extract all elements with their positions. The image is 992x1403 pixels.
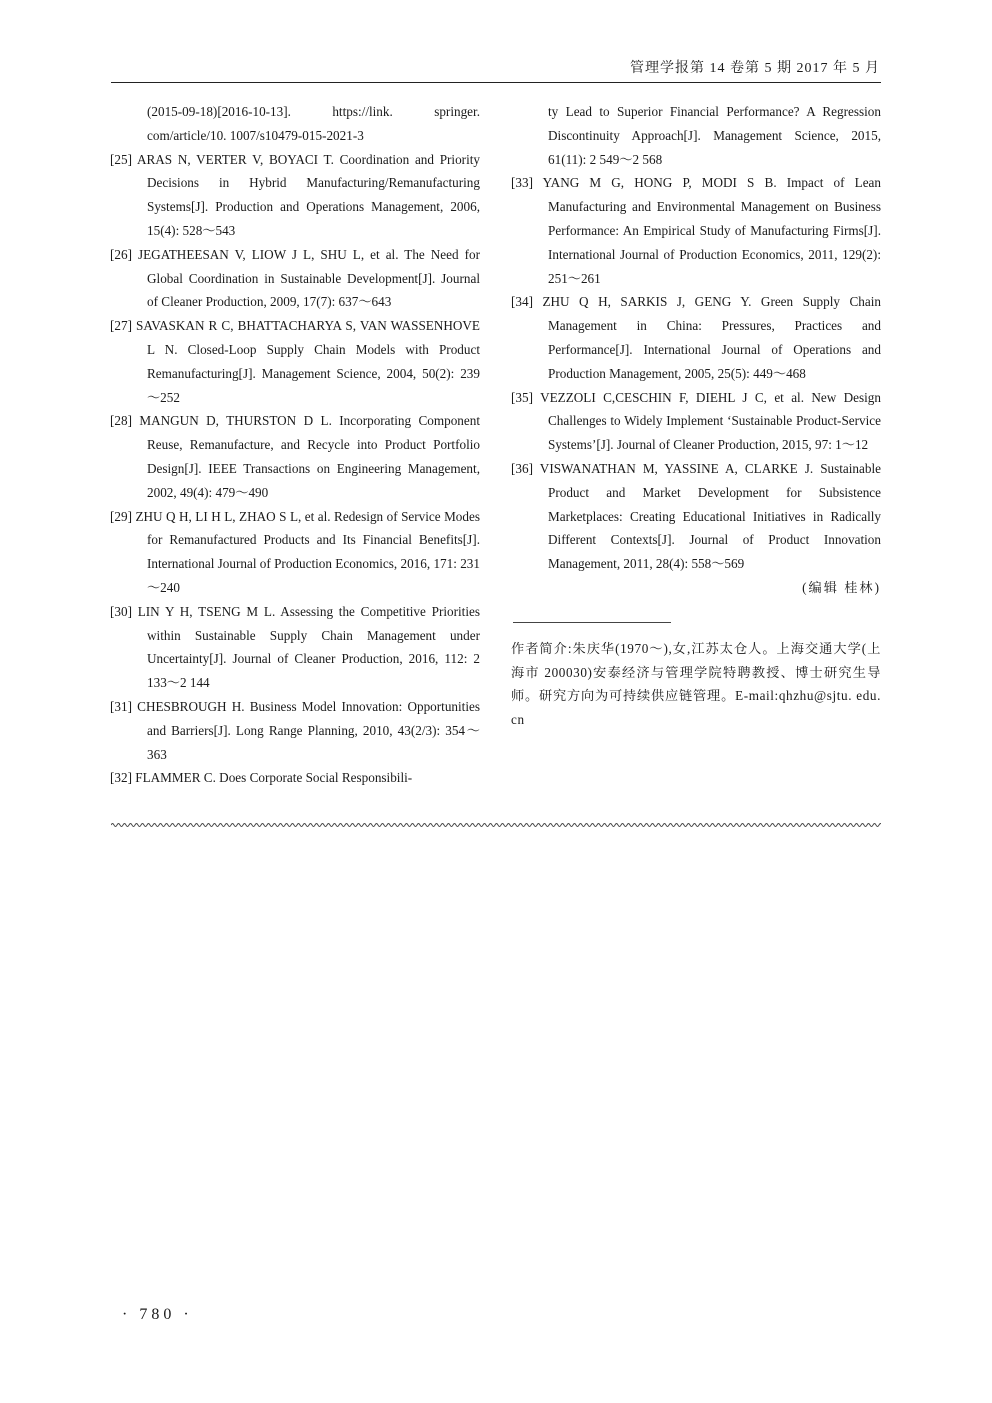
- editor-credit: (编辑 桂林): [802, 579, 881, 595]
- left-column: [110, 100, 480, 790]
- footnote-rule: [513, 622, 671, 623]
- reference-28: [28] MANGUN D, THURSTON D L. Incorporating Component Reuse, Remanufacture, and Recycle into Product Portfolio Design[J]. IEEE Transactions on Engineering Management, 2002, 49(4): 479～490: [110, 413, 480, 500]
- reference-33: [33] YANG M G, HONG P, MODI S B. Impact of Lean Manufacturing and Environmental Management on Business Performance: An Empirical Study of Manufacturing Firms[J]. International Journal of Production Economics, 2011, 129(2): 251～261: [511, 175, 881, 286]
- reference-31: [31] CHESBROUGH H. Business Model Innovation: Opportunities and Barriers[J]. Long Range Planning, 2010, 43(2/3): 354～363: [110, 698, 480, 762]
- right-column: [511, 100, 881, 732]
- page-number: · 780 ·: [122, 1306, 193, 1323]
- reference-continuation: ty Lead to Superior Financial Performance? A Regression Discontinuity Approach[J]. Management Science, 2015, 61(11): 2 549～2 568: [548, 104, 881, 167]
- reference-26: [26] JEGATHEESAN V, LIOW J L, SHU L, et al. The Need for Global Coordination in Sustainable Development[J]. Journal of Cleaner Production, 2009, 17(7): 637～643: [110, 246, 480, 310]
- reference-27: [27] SAVASKAN R C, BHATTACHARYA S, VAN WASSENHOVE L N. Closed-Loop Supply Chain Models with Product Remanufacturing[J]. Management Science, 2004, 50(2): 239～252: [110, 318, 480, 405]
- header-rule: [111, 82, 881, 83]
- reference-32: [32] FLAMMER C. Does Corporate Social Responsibili-: [110, 770, 413, 786]
- reference-35: [35] VEZZOLI C,CESCHIN F, DIEHL J C, et al. New Design Challenges to Widely Implement ‘Sustainable Product-Service Systems’[J]. Journal of Cleaner Production, 2015, 97: 1～12: [511, 389, 881, 453]
- reference-continuation: (2015-09-18)[2016-10-13]. https://link. springer. com/article/10. 1007/s10479-015-2021-3: [147, 104, 480, 143]
- author-bio: 作者简介:朱庆华(1970～),女,江苏太仓人。上海交通大学(上海市 200030)安泰经济与管理学院特聘教授、博士研究生导师。研究方向为可持续供应链管理。E-mail:qhzhu@sjtu. edu. cn: [511, 640, 881, 728]
- reference-36: [36] VISWANATHAN M, YASSINE A, CLARKE J. Sustainable Product and Market Development for Subsistence Marketplaces: Creating Educational Initiatives in Radically Different Contexts[J]. Journal of Product Innovation Management, 2011, 28(4): 558～569: [511, 460, 881, 572]
- wavy-divider: [111, 820, 881, 830]
- reference-30: [30] LIN Y H, TSENG M L. Assessing the Competitive Priorities within Sustainable Supply Chain Management under Uncertainty[J]. Journal of Cleaner Production, 2016, 112: 2 133～2 144: [110, 603, 480, 691]
- reference-34: [34] ZHU Q H, SARKIS J, GENG Y. Green Supply Chain Management in China: Pressures, Practices and Performance[J]. International Journal of Operations and Production Management, 2005, 25(5): 449～468: [511, 294, 881, 381]
- reference-25: [25] ARAS N, VERTER V, BOYACI T. Coordination and Priority Decisions in Hybrid Manufacturing/Remanufacturing Systems[J]. Production and Operations Management, 2006, 15(4): 528～543: [110, 151, 480, 238]
- reference-29: [29] ZHU Q H, LI H L, ZHAO S L, et al. Redesign of Service Modes for Remanufactured Products and Its Financial Benefits[J]. International Journal of Production Economics, 2016, 171: 231～240: [110, 508, 480, 595]
- journal-header: 管理学报第 14 卷第 5 期 2017 年 5 月: [630, 61, 880, 76]
